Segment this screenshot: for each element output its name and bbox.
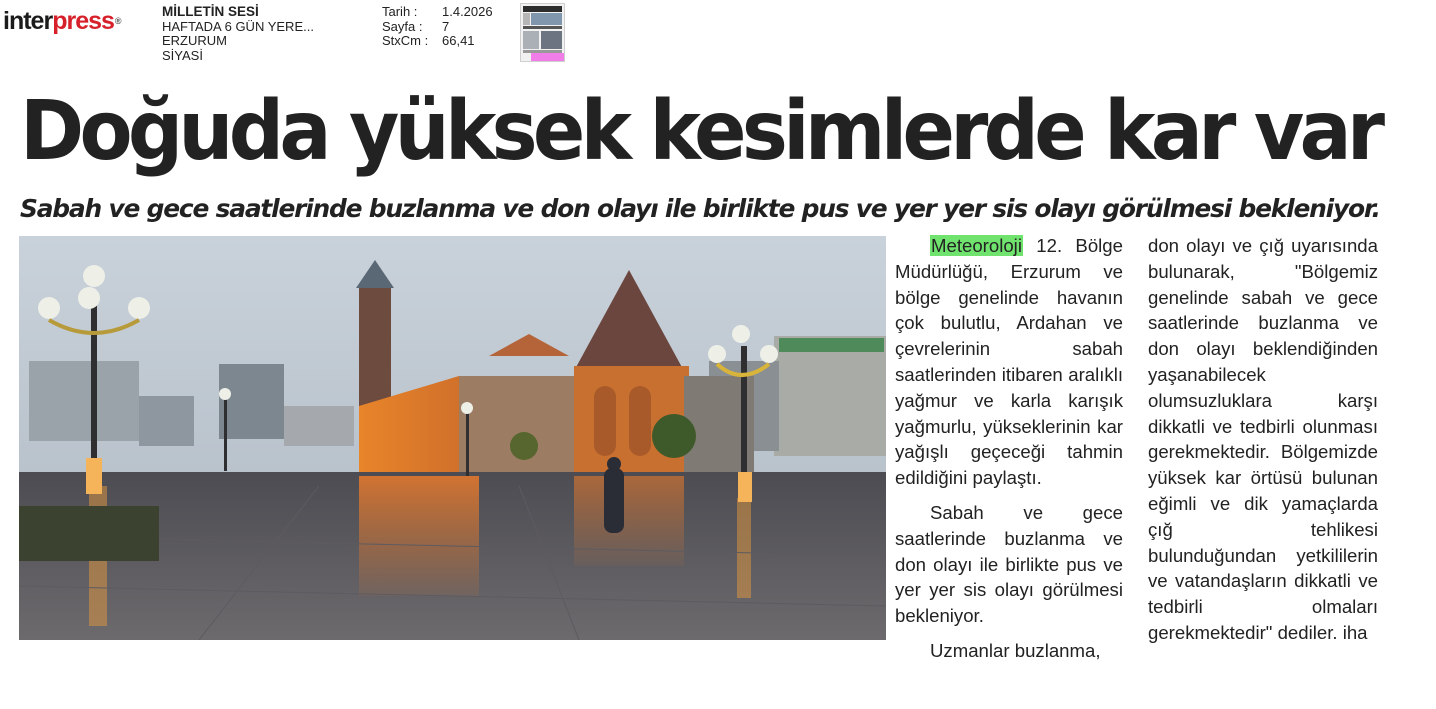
highlighted-keyword: Meteoroloji <box>931 235 1022 256</box>
article-column-1 <box>895 233 1123 664</box>
stxcm-row <box>382 34 493 49</box>
logo-text-inter: inter <box>3 7 53 35</box>
publication-info <box>162 5 314 63</box>
date-value: 1.4.2026 <box>442 4 493 19</box>
publication-name: MİLLETİN SESİ <box>162 4 259 19</box>
paragraph: Sabah ve gece saatlerinde buzlanma ve don olayı ile birlikte pus ve yer yer sis olayı görülmesi bekleniyor. <box>895 501 1123 627</box>
publication-frequency: HAFTADA 6 GÜN YERE... <box>162 18 314 34</box>
page-label: Sayfa : <box>382 18 423 34</box>
page-value: 7 <box>442 18 450 34</box>
article-deck: Sabah ve gece saatlerinde buzlanma ve don olayı ile birlikte pus ve yer yer sis olayı görülmesi bekleniyor. <box>20 194 1380 223</box>
publication-category: SİYASİ <box>162 47 203 63</box>
logo-text-press: press <box>52 7 114 35</box>
page-row <box>382 20 493 35</box>
date-row <box>382 5 493 20</box>
article-photo <box>19 236 886 640</box>
stxcm-value: 66,41 <box>442 33 475 48</box>
publication-city: ERZURUM <box>162 33 227 48</box>
article-headline: Doğuda yüksek kesimlerde kar var <box>20 84 1381 179</box>
article-column-2 <box>1148 233 1378 646</box>
date-label: Tarih : <box>382 4 418 19</box>
paragraph-text: 12. Bölge Müdürlüğü, Erzurum ve bölge genelinde havanın çok bulutlu, Ardahan ve çevrelerinin sabah saatlerinden itibaren aralıklı yağmur ve karla karışık yağmurlu, yükseklerinin kar yağışlı geçeceği tahmin edildiğini paylaştı. <box>895 235 1123 489</box>
clipping-meta <box>382 5 493 49</box>
paragraph: don olayı ve çığ uyarısında bulunarak, "Bölgemiz genelinde sabah ve gece saatlerinde buzlanma ve don olayı beklendiğinden yaşanabilecek olumsuzluklara karşı dikkatli ve tedbirli olunması gerekmektedir. Bölgemizde yüksek kar örtüsü bulunan eğimli ve dik yamaçlarda çığ tehlikesi bulunduğundan yetkililerin ve vatandaşların dikkatli ve tedbirli olmaları gerekmektedir" dediler. iha <box>1148 235 1378 643</box>
page-thumbnail[interactable] <box>520 3 565 62</box>
paragraph: Uzmanlar buzlanma, <box>930 639 1101 661</box>
paragraph <box>895 233 1123 491</box>
stxcm-label: StxCm : <box>382 33 429 48</box>
interpress-logo <box>3 6 121 36</box>
registered-mark: ® <box>114 16 121 26</box>
